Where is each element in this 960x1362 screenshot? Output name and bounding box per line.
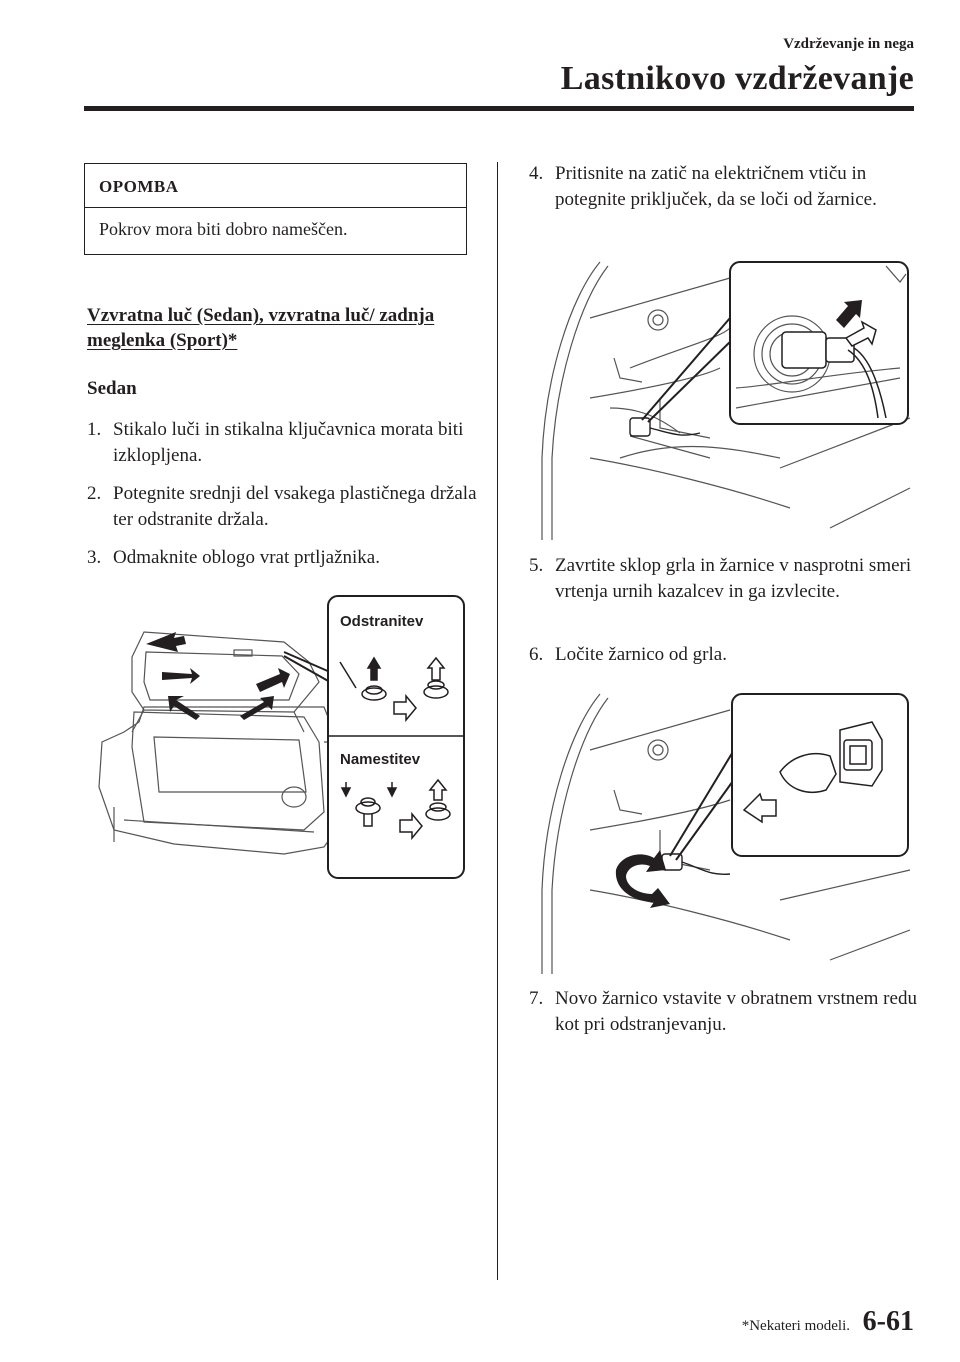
car-trunk-drawing: [99, 632, 359, 854]
step-number: 5.: [529, 555, 544, 576]
step-number: 1.: [87, 419, 102, 440]
connector-figure: [530, 258, 914, 542]
arrow-icon: [162, 668, 200, 684]
step-number: 3.: [87, 547, 102, 568]
step-text: Stikalo luči in stikalna ključavnica morata biti izklopljena.: [113, 419, 464, 466]
header-rule: [84, 106, 914, 111]
step-6: [529, 642, 919, 668]
subheading-sedan: Sedan: [87, 378, 137, 399]
step-number: 6.: [529, 644, 544, 665]
label-remove: Odstranitev: [340, 613, 424, 630]
step-text: Pritisnite na zatič na električnem vtiču in potegnite priključek, da se loči od žarnice.: [555, 163, 877, 210]
step-7: [529, 986, 919, 1038]
arrow-icon: [256, 668, 290, 692]
section-title: Vzvratna luč (Sedan), vzvratna luč/ zadnja meglenka (Sport)*: [87, 305, 435, 351]
step-text: Potegnite srednji del vsakega plastičnega držala ter odstranite držala.: [113, 483, 477, 530]
note-heading: OPOMBA: [85, 164, 466, 208]
step-text: Ločite žarnico od grla.: [555, 644, 727, 665]
step-1: [87, 417, 477, 469]
step-2: [87, 481, 482, 533]
bulb-removal-figure: [530, 690, 914, 976]
trunk-trim-figure: [84, 592, 468, 882]
column-divider: [497, 162, 498, 1280]
rotate-arrow-icon: [616, 850, 670, 908]
note-text: Pokrov mora biti dobro nameščen.: [99, 219, 348, 239]
step-number: 4.: [529, 163, 544, 184]
step-5: [529, 553, 919, 605]
step-number: 2.: [87, 483, 102, 504]
footnote: *Nekateri modeli.: [741, 1318, 850, 1334]
step-4: [529, 161, 919, 213]
step-3: [87, 545, 482, 571]
page-title: Lastnikovo vzdrževanje: [560, 60, 914, 97]
callout-box: [328, 596, 464, 878]
step-number: 7.: [529, 988, 544, 1009]
page-number: 6-61: [862, 1306, 914, 1337]
step-text: Novo žarnico vstavite v obratnem vrstnem redu kot pri odstranjevanju.: [555, 988, 917, 1035]
label-install: Namestitev: [340, 751, 421, 768]
note-box: [84, 163, 467, 255]
socket-small: [662, 854, 730, 874]
step-text: Odmaknite oblogo vrat prtljažnika.: [113, 547, 380, 568]
step-text: Zavrtite sklop grla in žarnice v nasprotni smeri vrtenja urnih kazalcev in ga izvlecite.: [555, 555, 912, 602]
chapter-title: Vzdrževanje in nega: [783, 36, 914, 52]
